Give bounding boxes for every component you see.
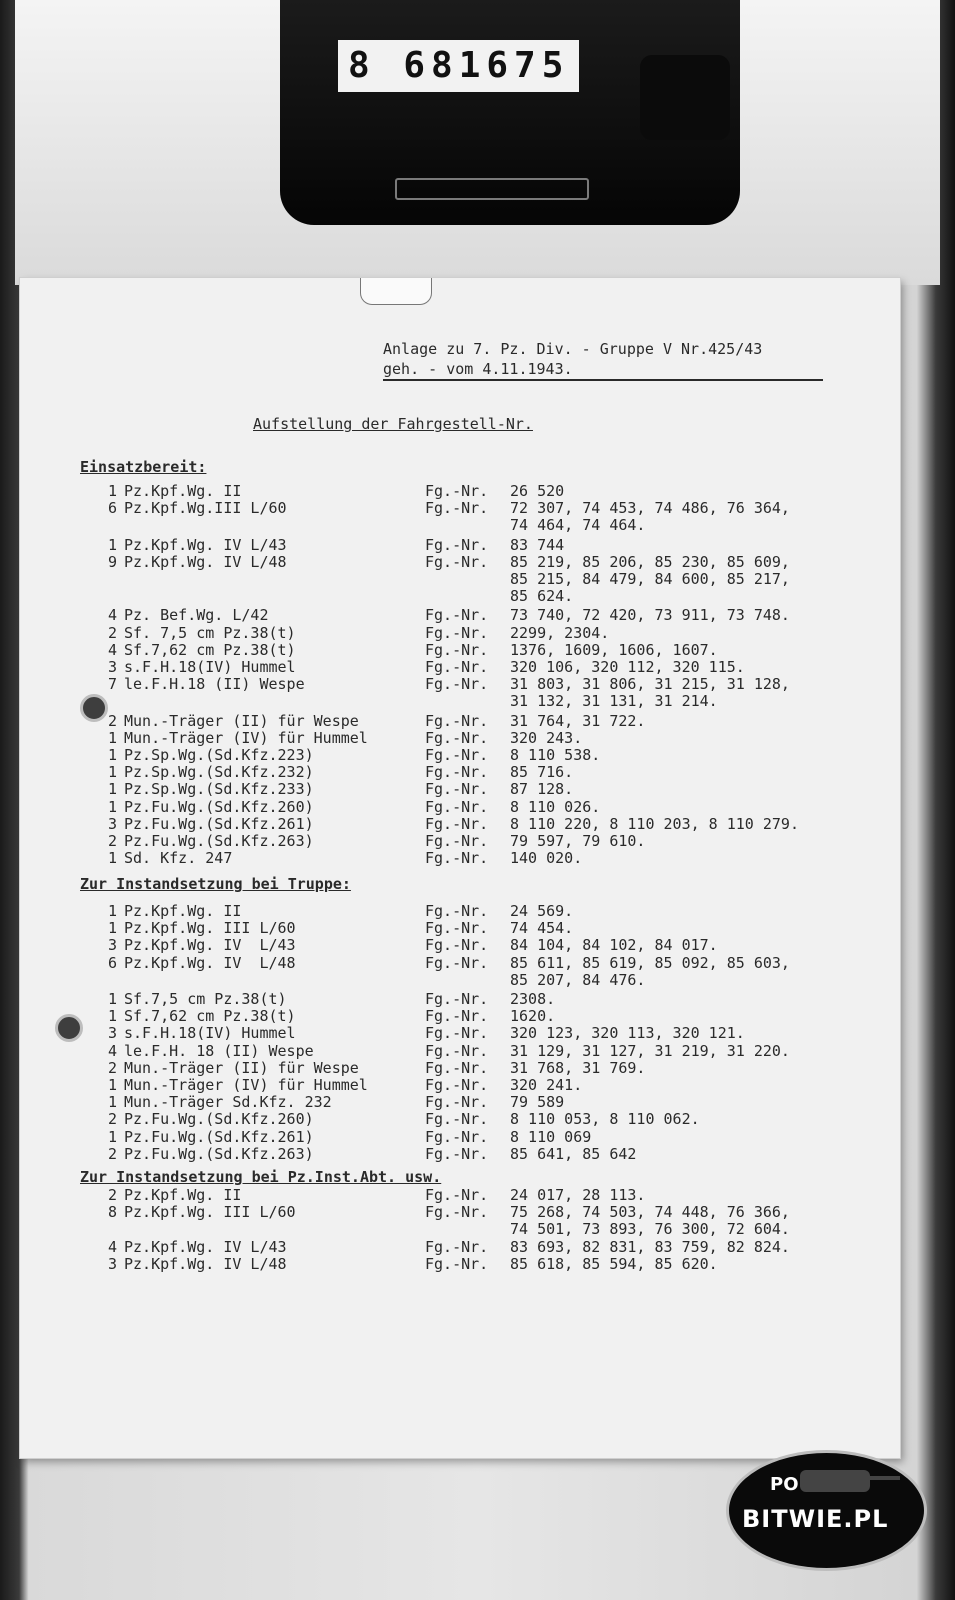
chassis-number-label: Fg.-Nr.	[425, 711, 489, 730]
chassis-number-label: Fg.-Nr.	[425, 1203, 489, 1222]
vehicle-type: Pz.Fu.Wg.(Sd.Kfz.263)	[124, 1144, 314, 1163]
chassis-number-label: Fg.-Nr.	[425, 780, 489, 799]
vehicle-quantity: 2	[107, 1144, 117, 1163]
chassis-numbers: 31 129, 31 127, 31 219, 31 220.	[510, 1041, 790, 1060]
chassis-number-label: Fg.-Nr.	[425, 606, 489, 625]
vehicle-quantity: 1	[107, 780, 117, 799]
chassis-number-label: Fg.-Nr.	[425, 1058, 489, 1077]
chassis-numbers: 8 110 026.	[510, 797, 601, 816]
vehicle-quantity: 1	[107, 990, 117, 1008]
watermark-text-top: PO	[770, 1474, 799, 1495]
vehicle-type: Pz.Fu.Wg.(Sd.Kfz.260)	[124, 797, 314, 816]
archive-number-label: 8 681675	[338, 40, 579, 92]
vehicle-quantity: 1	[107, 1007, 117, 1026]
chassis-numbers: 85 618, 85 594, 85 620.	[510, 1254, 718, 1273]
vehicle-quantity: 3	[107, 1254, 117, 1273]
chassis-numbers: 83 744	[510, 535, 565, 554]
watermark-text: BITWIE.PL	[742, 1505, 889, 1533]
chassis-numbers: 8 110 538.	[510, 746, 601, 764]
vehicle-quantity: 3	[107, 936, 117, 955]
chassis-number-label: Fg.-Nr.	[425, 953, 489, 972]
chassis-numbers: 320 241.	[510, 1076, 583, 1094]
chassis-numbers: 31 803, 31 806, 31 215, 31 128,	[510, 675, 790, 694]
vehicle-type: Mun.-Träger (IV) für Hummel	[124, 1076, 368, 1094]
chassis-number-label: Fg.-Nr.	[425, 728, 489, 747]
chassis-numbers: 85 215, 84 479, 84 600, 85 217,	[510, 569, 790, 588]
vehicle-quantity: 1	[107, 902, 117, 920]
chassis-numbers: 2299, 2304.	[510, 623, 610, 642]
vehicle-quantity: 2	[107, 711, 117, 730]
vehicle-quantity: 2	[107, 1186, 117, 1204]
vehicle-type: Pz.Kpf.Wg. IV L/43	[124, 535, 287, 554]
chassis-numbers: 74 501, 73 893, 76 300, 72 604.	[510, 1220, 790, 1239]
chassis-numbers: 8 110 053, 8 110 062.	[510, 1110, 700, 1129]
chassis-number-label: Fg.-Nr.	[425, 902, 489, 920]
vehicle-type: Pz.Kpf.Wg. II	[124, 1186, 242, 1204]
vehicle-type: Pz.Fu.Wg.(Sd.Kfz.261)	[124, 814, 314, 833]
vehicle-quantity: 1	[107, 482, 117, 500]
vehicle-quantity: 9	[107, 552, 117, 571]
vehicle-quantity: 4	[107, 1237, 117, 1256]
chassis-number-label: Fg.-Nr.	[425, 482, 489, 500]
chassis-number-label: Fg.-Nr.	[425, 814, 489, 833]
chassis-numbers: 85 624.	[510, 587, 574, 606]
chassis-number-label: Fg.-Nr.	[425, 1254, 489, 1273]
chassis-numbers: 320 123, 320 113, 320 121.	[510, 1024, 745, 1043]
chassis-numbers: 31 764, 31 722.	[510, 711, 646, 730]
vehicle-quantity: 2	[107, 832, 117, 850]
vehicle-type: Pz.Fu.Wg.(Sd.Kfz.263)	[124, 832, 314, 850]
chassis-numbers: 74 454.	[510, 919, 574, 938]
chassis-number-label: Fg.-Nr.	[425, 658, 489, 676]
chassis-numbers: 8 110 220, 8 110 203, 8 110 279.	[510, 814, 799, 833]
chassis-numbers: 85 207, 84 476.	[510, 970, 646, 989]
section-heading: Zur Instandsetzung bei Pz.Inst.Abt. usw.	[80, 1168, 442, 1186]
vehicle-quantity: 2	[107, 623, 117, 642]
vehicle-type: Sd. Kfz. 247	[124, 849, 233, 868]
vehicle-quantity: 3	[107, 814, 117, 833]
chassis-numbers: 85 716.	[510, 763, 574, 782]
chassis-numbers: 2308.	[510, 990, 556, 1008]
vehicle-quantity: 1	[107, 1076, 117, 1094]
chassis-number-label: Fg.-Nr.	[425, 1144, 489, 1163]
vehicle-type: Pz.Fu.Wg.(Sd.Kfz.260)	[124, 1110, 314, 1129]
chassis-numbers: 31 768, 31 769.	[510, 1058, 646, 1077]
vehicle-quantity: 3	[107, 1024, 117, 1043]
vehicle-quantity: 4	[107, 640, 117, 659]
vehicle-quantity: 1	[107, 1093, 117, 1112]
chassis-numbers: 140 020.	[510, 849, 583, 868]
vehicle-type: Pz.Kpf.Wg. II	[124, 902, 242, 920]
chassis-numbers: 26 520	[510, 482, 565, 500]
chassis-number-label: Fg.-Nr.	[425, 1093, 489, 1112]
vehicle-quantity: 1	[107, 728, 117, 747]
chassis-numbers: 85 219, 85 206, 85 230, 85 609,	[510, 552, 790, 571]
vehicle-type: Pz.Kpf.Wg. IV L/43	[124, 936, 296, 955]
chassis-number-label: Fg.-Nr.	[425, 797, 489, 816]
tank-icon	[800, 1470, 870, 1492]
chassis-number-label: Fg.-Nr.	[425, 1186, 489, 1204]
vehicle-quantity: 2	[107, 1058, 117, 1077]
chassis-numbers: 85 611, 85 619, 85 092, 85 603,	[510, 953, 790, 972]
vehicle-type: Mun.-Träger (II) für Wespe	[124, 711, 359, 730]
chassis-numbers: 74 464, 74 464.	[510, 516, 646, 535]
chassis-number-label: Fg.-Nr.	[425, 990, 489, 1008]
chassis-number-label: Fg.-Nr.	[425, 535, 489, 554]
chassis-numbers: 31 132, 31 131, 31 214.	[510, 692, 718, 711]
chassis-number-label: Fg.-Nr.	[425, 1007, 489, 1026]
vehicle-type: Pz.Kpf.Wg. IV L/43	[124, 1237, 287, 1256]
chassis-numbers: 72 307, 74 453, 74 486, 76 364,	[510, 499, 790, 518]
chassis-numbers: 24 569.	[510, 902, 574, 920]
section-heading: Einsatzbereit:	[80, 458, 207, 476]
vehicle-type: Mun.-Träger (II) für Wespe	[124, 1058, 359, 1077]
chassis-number-label: Fg.-Nr.	[425, 919, 489, 938]
chassis-number-label: Fg.-Nr.	[425, 1024, 489, 1043]
vehicle-type: Pz. Bef.Wg. L/42	[124, 606, 269, 625]
tank-barrel-icon	[860, 1476, 900, 1480]
chassis-number-label: Fg.-Nr.	[425, 1041, 489, 1060]
vehicle-quantity: 2	[107, 1110, 117, 1129]
section-heading: Zur Instandsetzung bei Truppe:	[80, 875, 351, 893]
vehicle-quantity: 7	[107, 675, 117, 694]
vehicle-quantity: 6	[107, 953, 117, 972]
vehicle-type: Pz.Kpf.Wg. IV L/48	[124, 1254, 287, 1273]
vehicle-quantity: 1	[107, 919, 117, 938]
chassis-number-label: Fg.-Nr.	[425, 675, 489, 694]
vehicle-type: Sf.7,5 cm Pz.38(t)	[124, 990, 287, 1008]
document-title: Aufstellung der Fahrgestell-Nr.	[253, 415, 533, 433]
chassis-number-label: Fg.-Nr.	[425, 623, 489, 642]
chassis-number-label: Fg.-Nr.	[425, 1076, 489, 1094]
vehicle-quantity: 4	[107, 606, 117, 625]
vehicle-quantity: 1	[107, 849, 117, 868]
chassis-numbers: 79 597, 79 610.	[510, 832, 646, 850]
chassis-numbers: 1376, 1609, 1606, 1607.	[510, 640, 718, 659]
vehicle-quantity: 8	[107, 1203, 117, 1222]
vehicle-quantity: 1	[107, 797, 117, 816]
chassis-number-label: Fg.-Nr.	[425, 936, 489, 955]
chassis-number-label: Fg.-Nr.	[425, 832, 489, 850]
chassis-numbers: 1620.	[510, 1007, 556, 1026]
vehicle-type: Pz.Kpf.Wg. II	[124, 482, 242, 500]
vehicle-type: Pz.Sp.Wg.(Sd.Kfz.233)	[124, 780, 314, 799]
vehicle-type: s.F.H.18(IV) Hummel	[124, 1024, 296, 1043]
chassis-number-label: Fg.-Nr.	[425, 1127, 489, 1146]
vehicle-type: Sf.7,62 cm Pz.38(t)	[124, 640, 296, 659]
chassis-numbers: 24 017, 28 113.	[510, 1186, 646, 1204]
vehicle-type: Pz.Kpf.Wg. IV L/48	[124, 953, 296, 972]
chassis-number-label: Fg.-Nr.	[425, 763, 489, 782]
vehicle-quantity: 1	[107, 1127, 117, 1146]
chassis-numbers: 83 693, 82 831, 83 759, 82 824.	[510, 1237, 790, 1256]
vehicle-type: Pz.Fu.Wg.(Sd.Kfz.261)	[124, 1127, 314, 1146]
chassis-numbers: 87 128.	[510, 780, 574, 799]
chassis-numbers: 73 740, 72 420, 73 911, 73 748.	[510, 606, 790, 625]
vehicle-quantity: 1	[107, 535, 117, 554]
chassis-number-label: Fg.-Nr.	[425, 640, 489, 659]
chassis-numbers: 85 641, 85 642	[510, 1144, 637, 1163]
vehicle-type: s.F.H.18(IV) Hummel	[124, 658, 296, 676]
vehicle-type: le.F.H. 18 (II) Wespe	[124, 1041, 314, 1060]
chassis-number-label: Fg.-Nr.	[425, 1110, 489, 1129]
vehicle-type: Pz.Sp.Wg.(Sd.Kfz.223)	[124, 746, 314, 764]
vehicle-quantity: 1	[107, 746, 117, 764]
vehicle-type: Pz.Kpf.Wg.III L/60	[124, 499, 287, 518]
chassis-number-label: Fg.-Nr.	[425, 552, 489, 571]
vehicle-quantity: 6	[107, 499, 117, 518]
chassis-number-label: Fg.-Nr.	[425, 746, 489, 764]
chassis-number-label: Fg.-Nr.	[425, 499, 489, 518]
chassis-numbers: 75 268, 74 503, 74 448, 76 366,	[510, 1203, 790, 1222]
chassis-numbers: 79 589	[510, 1093, 565, 1112]
header-reference: Anlage zu 7. Pz. Div. - Gruppe V Nr.425/43	[383, 340, 763, 358]
header-date: geh. - vom 4.11.1943.	[383, 360, 823, 381]
vehicle-type: Pz.Sp.Wg.(Sd.Kfz.232)	[124, 763, 314, 782]
vehicle-type: Sf. 7,5 cm Pz.38(t)	[124, 623, 296, 642]
chassis-numbers: 8 110 069	[510, 1127, 592, 1146]
chassis-numbers: 84 104, 84 102, 84 017.	[510, 936, 718, 955]
vehicle-type: Pz.Kpf.Wg. III L/60	[124, 919, 296, 938]
chassis-numbers: 320 243.	[510, 728, 583, 747]
chassis-number-label: Fg.-Nr.	[425, 849, 489, 868]
chassis-numbers: 320 106, 320 112, 320 115.	[510, 658, 745, 676]
vehicle-type: Mun.-Träger Sd.Kfz. 232	[124, 1093, 332, 1112]
vehicle-quantity: 3	[107, 658, 117, 676]
chassis-number-label: Fg.-Nr.	[425, 1237, 489, 1256]
vehicle-quantity: 4	[107, 1041, 117, 1060]
vehicle-type: Pz.Kpf.Wg. III L/60	[124, 1203, 296, 1222]
vehicle-type: le.F.H.18 (II) Wespe	[124, 675, 305, 694]
vehicle-type: Mun.-Träger (IV) für Hummel	[124, 728, 368, 747]
vehicle-quantity: 1	[107, 763, 117, 782]
vehicle-type: Pz.Kpf.Wg. IV L/48	[124, 552, 287, 571]
vehicle-type: Sf.7,62 cm Pz.38(t)	[124, 1007, 296, 1026]
